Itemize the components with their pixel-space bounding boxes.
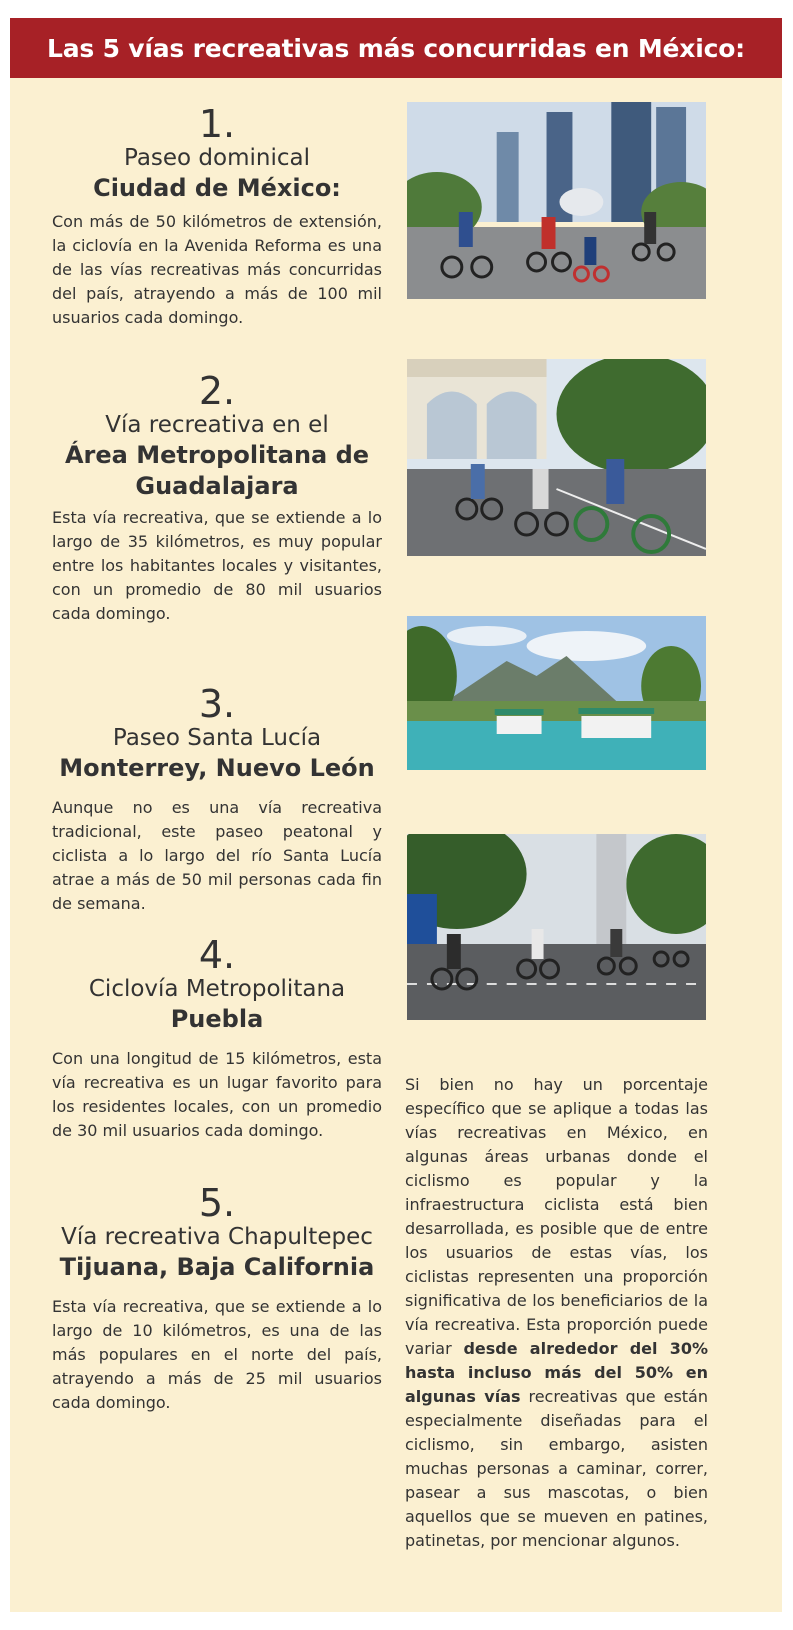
page-title: Las 5 vías recreativas más concurridas en México: (46, 33, 745, 63)
item-place: Puebla (170, 1005, 264, 1033)
photo-santa-lucia-river (407, 616, 706, 770)
sidebar-text-bold: desde alrededor del 30% hasta incluso más del 50% en algunas vías (405, 1339, 709, 1406)
item-description: Esta vía recreativa, que se extiende a lo largo de 35 kilómetros, es muy popular entre los habitantes locales y visitantes, con un promedio de 80 mil usuarios cada domingo. (52, 508, 382, 623)
list-item-2 (52, 371, 382, 626)
photo-cyclists-guadalajara-arches (407, 359, 706, 556)
item-number: 2. (198, 369, 236, 413)
list-item-1 (52, 104, 382, 330)
item-description: Con más de 50 kilómetros de extensión, la ciclovía en la Avenida Reforma es una de las vías recreativas más concurridas del país, atrayendo a más de 100 mil usuarios cada domingo. (52, 212, 382, 327)
item-subtitle: Ciclovía Metropolitana (88, 976, 346, 1002)
item-place: Área Metropolitana de (64, 441, 370, 469)
item-place: Ciudad de México: (93, 174, 341, 202)
item-subtitle: Paseo Santa Lucía (112, 725, 322, 751)
sidebar-text: recreativas que están especialmente diseñadas para el ciclismo, sin embargo, asisten muchas personas a caminar, correr, pasear a sus mascotas, o bien aquellos que se mueven en patines, patinetas, por mencionar algunos. (405, 1387, 708, 1550)
item-number: 3. (198, 682, 236, 726)
item-place: Tijuana, Baja California (59, 1253, 375, 1281)
photo-cyclists-puebla (407, 834, 706, 1020)
list-item-3 (52, 684, 382, 916)
item-description: Con una longitud de 15 kilómetros, esta vía recreativa es un lugar favorito para los residentes locales, con un promedio de 30 mil usuarios cada domingo. (52, 1049, 382, 1140)
item-place: Guadalajara (135, 472, 299, 500)
sidebar-text: Si bien no hay un porcentaje específico que se aplique a todas las vías recreativas en México, en algunas áreas urbanas donde el ciclismo es popular y la infraestructura ciclista está bien desarrollada, es posible que de entre los usuarios de estas vías, los ciclistas representen una proporción significativa de los beneficiarios de la vía recreativa. Esta proporción puede variar (405, 1075, 708, 1358)
list-item-4 (52, 935, 382, 1143)
sidebar-paragraph (405, 1073, 708, 1553)
list-item-5 (52, 1183, 382, 1415)
item-number: 5. (198, 1181, 236, 1225)
item-subtitle: Vía recreativa en el (105, 412, 329, 438)
item-subtitle: Paseo dominical (123, 145, 310, 171)
item-place: Monterrey, Nuevo León (59, 754, 375, 782)
item-description: Aunque no es una vía recreativa tradicional, este paseo peatonal y ciclista a lo largo del río Santa Lucía atrae a más de 50 mil personas cada fin de semana. (52, 798, 382, 913)
photo-cyclists-reforma (407, 102, 706, 299)
item-number: 4. (198, 933, 236, 977)
header-banner (10, 18, 782, 78)
item-number: 1. (198, 102, 236, 146)
item-subtitle: Vía recreativa Chapultepec (61, 1224, 373, 1250)
item-description: Esta vía recreativa, que se extiende a lo largo de 10 kilómetros, es una de las más populares en el norte del país, atrayendo a más de 25 mil usuarios cada domingo. (52, 1297, 382, 1412)
